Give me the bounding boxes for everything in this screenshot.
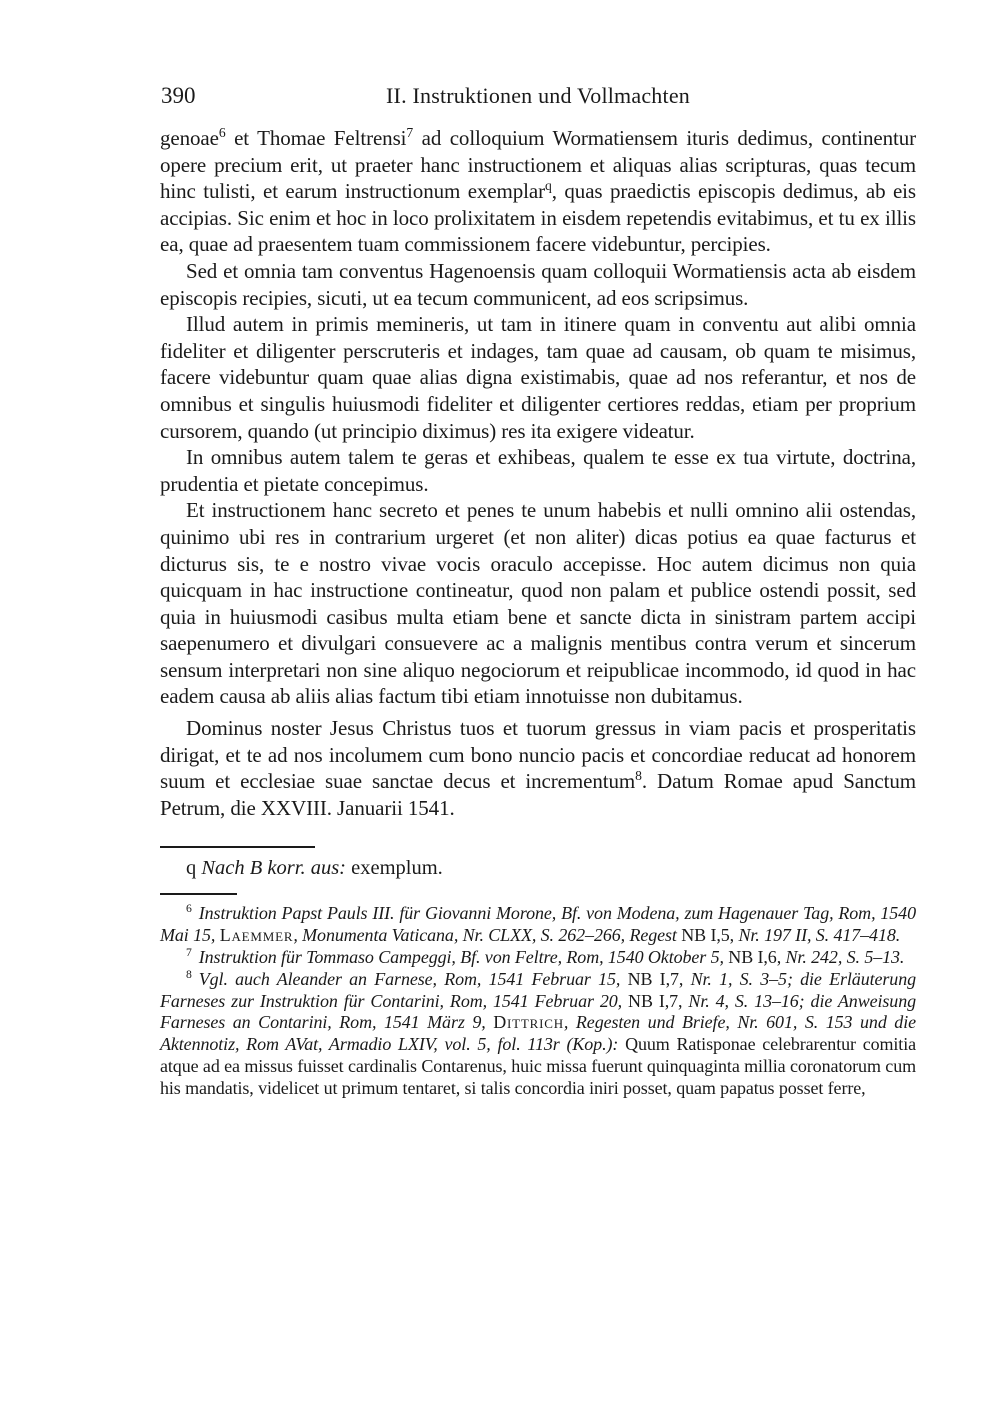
main-text — [160, 125, 916, 821]
footnote-number-marker: 8 — [186, 967, 192, 981]
text-segment: Nr. 197 II, S. 417–418. — [738, 925, 901, 946]
body-paragraph — [160, 715, 916, 821]
page-number: 390 — [161, 83, 196, 108]
footnote-area — [160, 846, 916, 1099]
variant-apparatus — [160, 855, 916, 881]
footnote-number-marker: 6 — [186, 902, 192, 916]
footnote-reference-marker: 6 — [218, 125, 226, 140]
text-segment: , quas praedictis episcopis dedimus, ab eis accipias. Sic enim et hoc in loco prolixitatem in eisdem repetendis evitabimus, et tu ex illis ea, quae ad praesentem tuam commissionem facere videbuntur, percipies. — [160, 179, 916, 257]
text-segment: NB I,6, — [728, 947, 786, 968]
text-segment: exemplum. — [346, 857, 443, 880]
body-paragraph — [160, 497, 916, 710]
text-column — [160, 82, 916, 1100]
text-segment: Instruktion Papst Pauls III. für Giovanni Morone, Bf. von Modena, zum Hagenauer Tag, Rom, 1540 Mai 15, — [160, 903, 916, 946]
footnote — [160, 947, 916, 969]
footnotes — [160, 903, 916, 1099]
running-header — [160, 82, 916, 112]
author-smallcaps: Dittrich — [493, 1012, 564, 1033]
variant-note — [160, 855, 916, 881]
text-segment: Vgl. auch Aleander an Farnese, Rom, 1541 Februar 15, — [198, 968, 628, 989]
text-segment: In omnibus autem talem te geras et exhibeas, qualem te esse ex tua virtute, doctrina, prudentia et pietate concepimus. — [160, 445, 916, 496]
text-segment: et Thomae Feltrensi — [225, 126, 407, 150]
text-segment: genoae — [160, 126, 219, 150]
footnote-number-marker: 7 — [186, 946, 192, 960]
text-segment: . Datum Romae apud Sanctum Petrum, die XXVIII. Januarii 1541. — [160, 769, 916, 820]
text-segment: Instruktion für Tommaso Campeggi, Bf. von Feltre, Rom, 1540 Oktober 5, — [198, 947, 729, 968]
text-segment: Illud autem in primis memineris, ut tam in itinere quam in conventu aut alibi omnia fideliter et diligenter perscruteris et indages, tam quae ad causam, ob quam te misimus, facere videbuntur quam quae alias digna existimabis, quae ad nos referantur, et nos de omnibus et singulis huiusmodi fideliter et diligenter certiores reddas, etiam per proprium cursorem, quando (ut principio diximus) res ita exigere videatur. — [160, 312, 916, 443]
text-segment: NB I,5, — [681, 925, 739, 946]
text-segment: q — [186, 857, 202, 880]
text-segment: Dominus noster Jesus Christus tuos et tuorum gressus in viam pacis et prosperitatis dirigat, et te ad nos incolumem cum bono nuncio pacis et concordiae reducat ad honorem suum et ecclesiae suae sanctae decus et incrementum — [160, 716, 916, 794]
footnote — [160, 903, 916, 947]
text-segment: Nach B korr. aus: — [201, 857, 347, 880]
text-segment: Nr. 1, S. 3–5; die Erläuterung Farneses zur Instruktion für Contarini, Rom, 1541 Februar 20, — [160, 968, 917, 1011]
text-segment: NB I,7, — [627, 968, 691, 989]
footnote-reference-marker: 7 — [406, 125, 414, 140]
text-segment: Nr. 4, S. 13–16; die Anweisung Farneses an Contarini, Rom, 1541 März 9, — [160, 990, 917, 1033]
running-header-title: II. Instruktionen und Vollmachten — [386, 83, 690, 108]
variant-separator-rule — [160, 846, 315, 848]
footnote — [160, 969, 916, 1100]
text-segment: , Regesten und Briefe, Nr. 601, S. 153 und die Aktennotiz, Rom AVat, Armadio LXIV, vol. 5, fol. 113r (Kop.): — [160, 1012, 917, 1055]
body-paragraph — [160, 258, 916, 311]
text-segment: Sed et omnia tam conventus Hagenoensis quam colloquii Wormatiensis acta ab eisdem episcopis recipies, sicuti, ut ea tecum communicent, ad eos scripsimus. — [160, 258, 916, 310]
footnote-reference-marker: 8 — [635, 768, 642, 784]
text-segment: Et instructionem hanc secreto et penes te unum habebis et nulli omnino alii ostendas, quinimo ubi res in contrarium urgeret (et non aliter) dicas potius ea quae facturus et dicturus sis, te e nostro vivae vocis oraculo accepisse. Hoc autem dicimus non quia quicquam in hac instructione contineatur, quod non palam et publice ostendi possit, sed quia in huiusmodi casibus multa etiam bene et sancte dicta in sinistram partem accipi saepenumero et divulgari consuevere ac a malignis mentibus contra verum et sincerum sensum interpretari non sine aliquo negociorum et reipublicae incommodo, id quod in hac eadem causa ab aliis alias factum tibi etiam innotuisse non dubitamus. — [160, 498, 916, 709]
author-smallcaps: Laemmer — [219, 925, 294, 946]
footnote-separator-rule — [160, 893, 237, 895]
text-segment: Quum Ratisponae celebrarentur comitia atque ad ea missus fuisset cardinalis Contarenus, huic missa fuerunt quinquaginta millia coronatorum cum his mandatis, videlicet ut primum tentaret, si talis concordia iniri posset, quam papatus posset ferre, — [160, 1034, 916, 1098]
text-segment: ad colloquium Wormatiensem ituris dedimus, continentur opere precium erit, ut praeter hanc instructionem et aliquas alias scripturas, quas tecum hinc tulisti, et earum instructionum exemplar — [160, 126, 916, 204]
text-segment: Nr. 242, S. 5–13. — [785, 947, 905, 968]
body-paragraph — [160, 444, 916, 497]
body-paragraph — [160, 311, 916, 444]
footnote-reference-marker: q — [545, 178, 552, 194]
body-paragraph — [160, 125, 916, 258]
text-segment: NB I,7, — [628, 990, 689, 1011]
text-segment: , Monumenta Vaticana, Nr. CLXX, S. 262–266, Regest — [293, 925, 682, 946]
